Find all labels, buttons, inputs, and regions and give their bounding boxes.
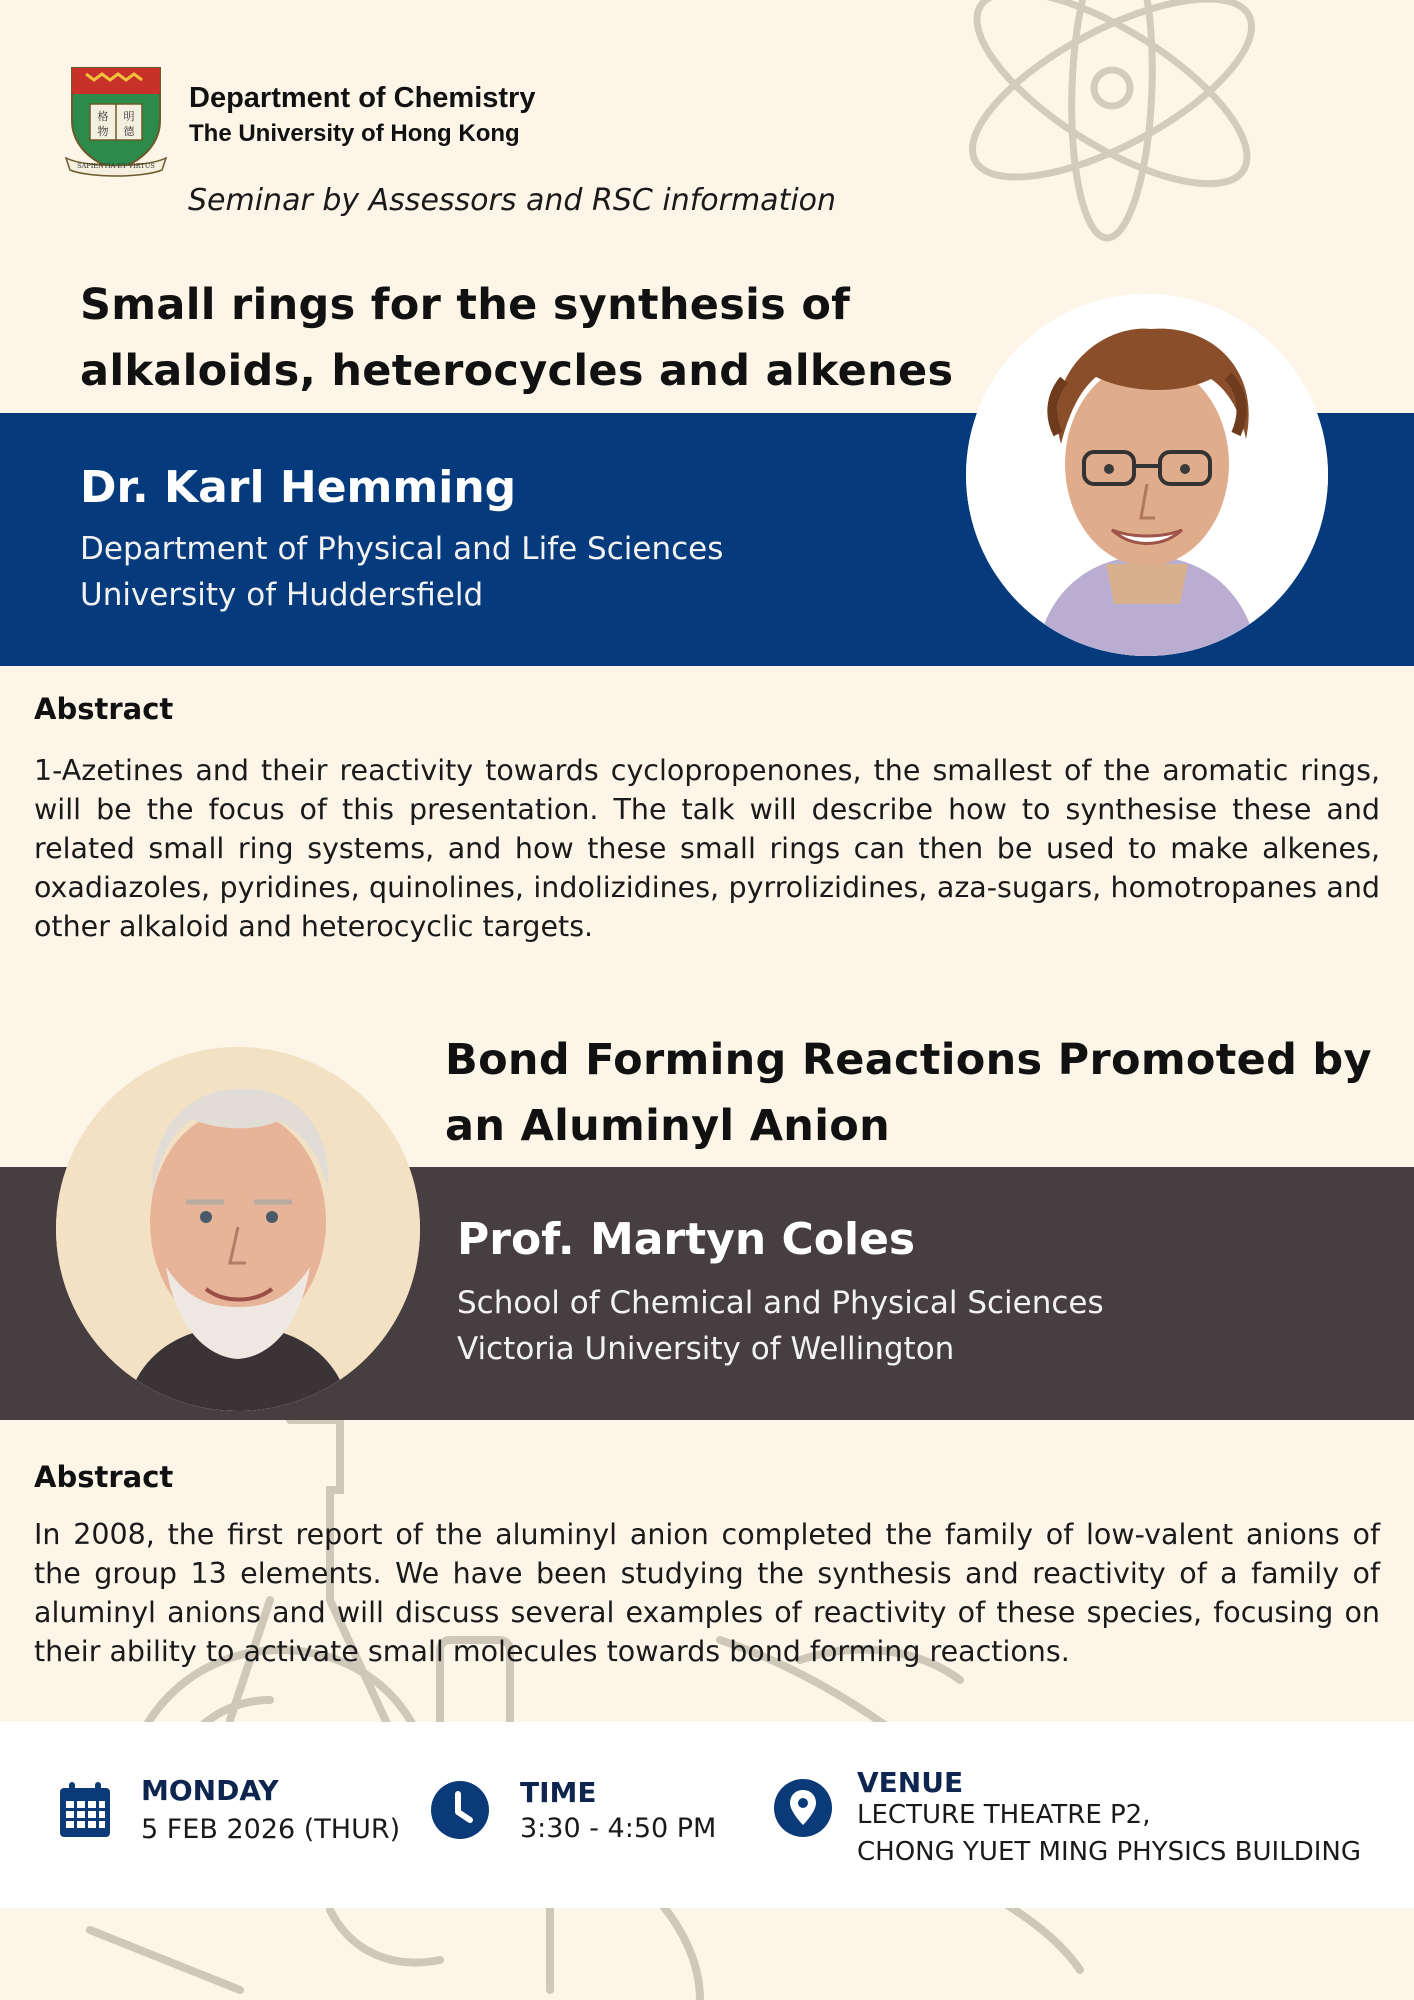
talk1-affiliation-dept: Department of Physical and Life Sciences [80, 531, 724, 567]
talk2-speaker-photo [56, 1047, 420, 1411]
time-label: TIME [520, 1776, 597, 1809]
department-name: Department of Chemistry [189, 82, 536, 114]
svg-text:物: 物 [97, 125, 109, 138]
location-pin-icon [773, 1778, 833, 1838]
lab-glassware-decoration [80, 1410, 1340, 2000]
talk1-abstract-text: 1-Azetines and their reactivity towards cyclopropenones, the smallest of the aromatic rings, will be the focus of this presentation. The talk will describe how to synthesise these and related small ring systems, and how these small rings can then be used to make alkenes, oxadiazoles, pyridines, quinolines, indolizidines, pyrrolizidines, aza-sugars, homotropanes and other alkaloid and heterocyclic targets. [34, 754, 1380, 943]
talk2-speaker-name: Prof. Martyn Coles [457, 1214, 916, 1265]
talk1-speaker-photo [966, 294, 1328, 656]
talk2-affiliation-school: School of Chemical and Physical Sciences [457, 1285, 1104, 1321]
talk2-abstract-text: In 2008, the first report of the aluminyl anion completed the family of low-valent anions of the group 13 elements. We have been studying the synthesis and reactivity of a family of aluminyl anions and will discuss several examples of reactivity of these species, focusing on their ability to activate small molecules towards bond forming reactions. [34, 1518, 1380, 1668]
atom-decoration [940, 0, 1300, 260]
venue-line2: CHONG YUET MING PHYSICS BUILDING [857, 1837, 1361, 1867]
svg-text:格: 格 [97, 110, 109, 123]
svg-text:SAPIENTIA ET VIRTUS: SAPIENTIA ET VIRTUS [77, 162, 155, 170]
venue-label: VENUE [857, 1766, 964, 1799]
university-name: The University of Hong Kong [189, 120, 520, 147]
seminar-series-title: Seminar by Assessors and RSC information [188, 183, 837, 218]
talk2-title [445, 1027, 1405, 1159]
talk1-abstract-heading: Abstract [34, 692, 174, 726]
clock-icon [430, 1780, 490, 1840]
talk1-speaker-name: Dr. Karl Hemming [80, 462, 517, 513]
date-label: MONDAY [141, 1774, 279, 1807]
talk1-title [80, 272, 980, 404]
talk2-title-line1: Bond Forming Reactions Promoted by [445, 1035, 1372, 1085]
talk2-affiliation-university: Victoria University of Wellington [457, 1331, 955, 1367]
talk1-title-line2: alkaloids, heterocycles and alkenes [80, 346, 954, 396]
svg-text:德: 德 [123, 125, 135, 138]
talk1-affiliation-university: University of Huddersfield [80, 577, 484, 613]
talk2-abstract-heading: Abstract [34, 1460, 174, 1494]
time-value: 3:30 - 4:50 PM [520, 1813, 717, 1844]
calendar-icon [58, 1781, 112, 1839]
talk1-title-line1: Small rings for the synthesis of [80, 280, 851, 330]
talk2-title-line2: an Aluminyl Anion [445, 1101, 891, 1151]
date-value: 5 FEB 2026 (THUR) [141, 1814, 401, 1845]
venue-line1: LECTURE THEATRE P2, [857, 1800, 1151, 1830]
hku-crest-logo [64, 62, 168, 178]
svg-text:明: 明 [123, 110, 135, 123]
